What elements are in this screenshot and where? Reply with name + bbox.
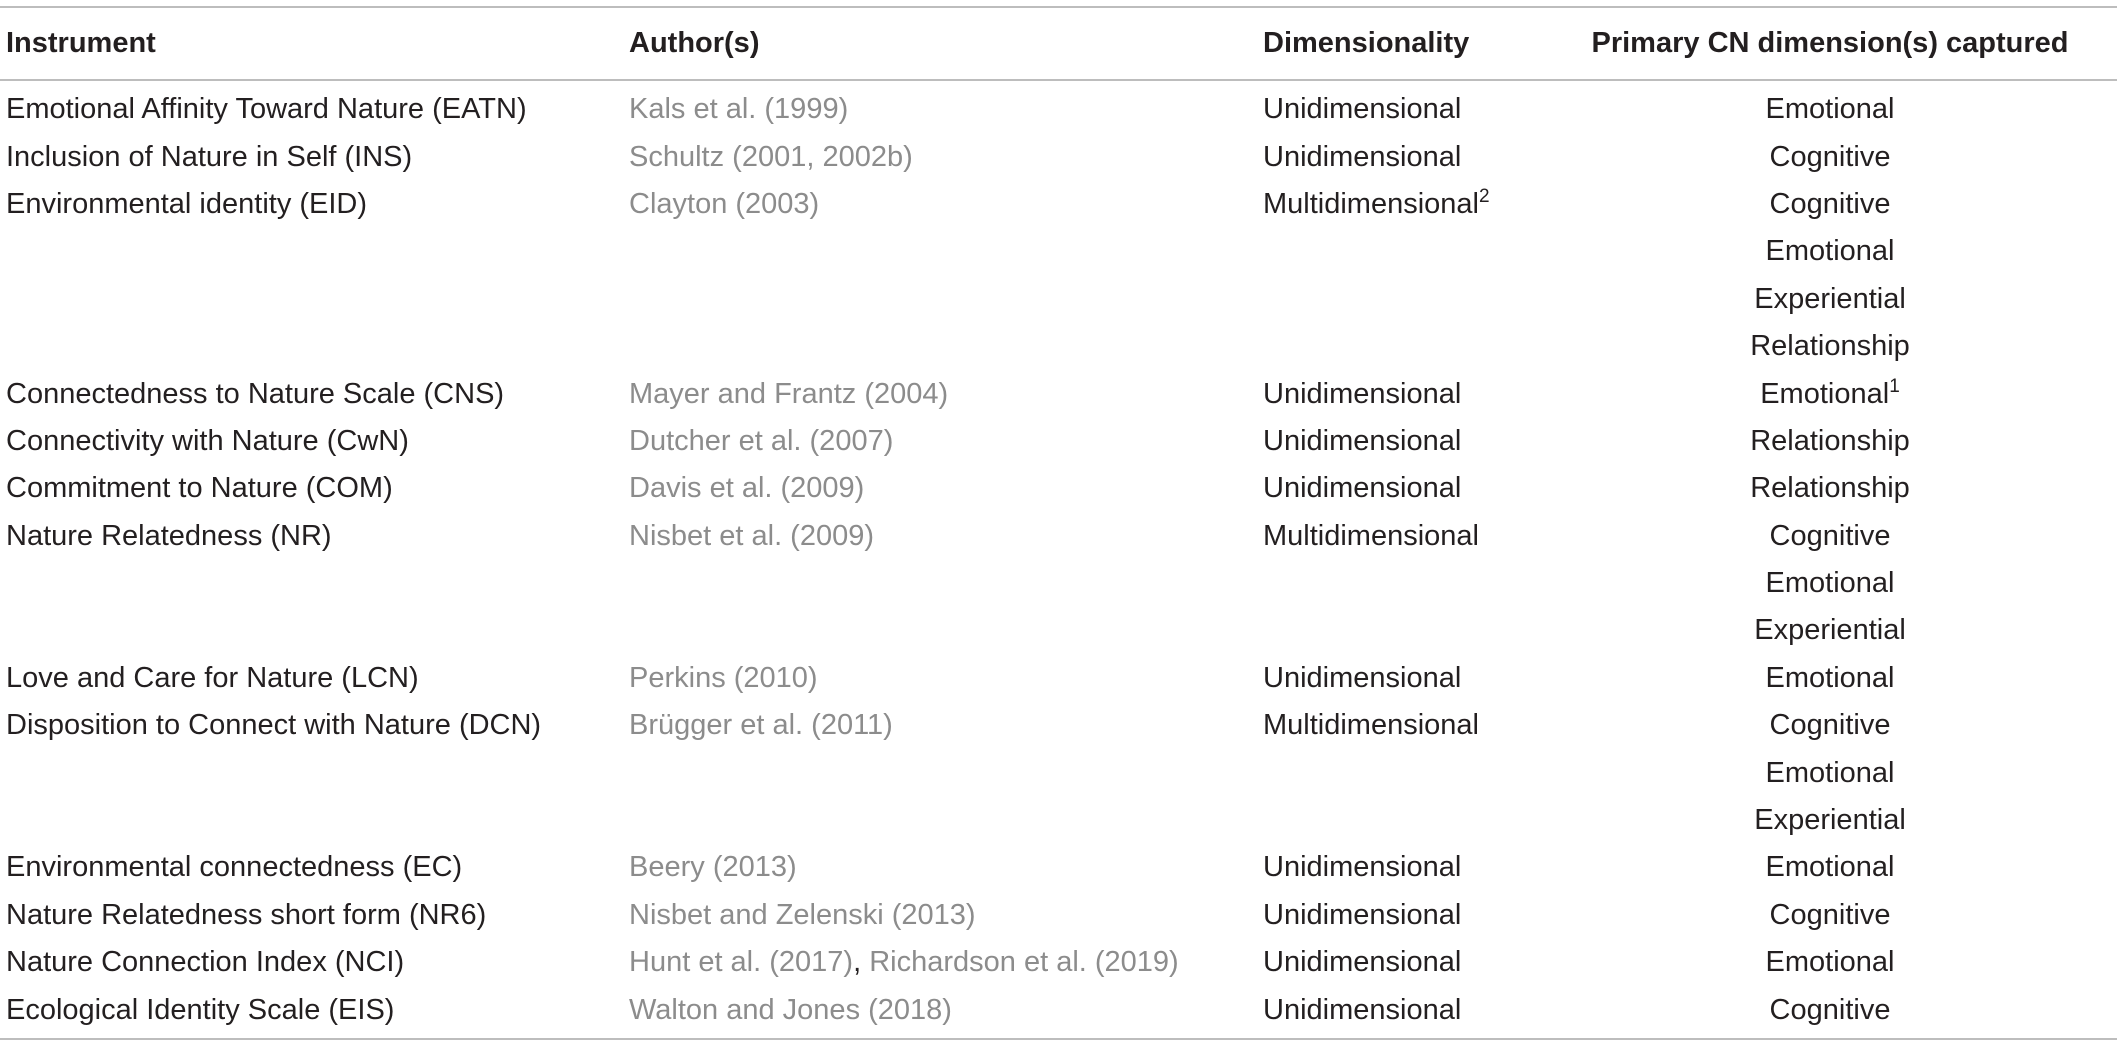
- cell-instrument: Ecological Identity Scale (EIS): [6, 993, 395, 1026]
- table-row: [0, 939, 2117, 986]
- cell-instrument: Nature Relatedness (NR): [6, 519, 332, 552]
- table-row: [0, 418, 2117, 465]
- cell-dimensionality: [1263, 425, 1461, 458]
- dimension-text: Emotional: [1765, 93, 1895, 126]
- cell-dimensionality: [1263, 520, 1479, 553]
- dimension-text: Relationship: [1750, 472, 1910, 505]
- header-instrument: Instrument: [6, 27, 156, 59]
- cell-dimensionality: [1263, 93, 1461, 126]
- cell-primary-dimension: [1590, 330, 2070, 363]
- table-row-continuation: [0, 228, 2117, 275]
- dimensionality-text: Multidimensional: [1263, 709, 1479, 742]
- author-citation-link[interactable]: Perkins (2010): [629, 661, 818, 694]
- table-row: [0, 133, 2117, 180]
- cell-dimensionality: [1263, 141, 1461, 174]
- cell-instrument: Commitment to Nature (COM): [6, 472, 393, 505]
- cell-primary-dimension: [1590, 283, 2070, 316]
- dimensionality-text: Unidimensional: [1263, 946, 1462, 979]
- cell-primary-dimension: [1590, 93, 2070, 126]
- cell-instrument: Nature Relatedness short form (NR6): [6, 898, 487, 931]
- header-authors: Author(s): [629, 27, 760, 59]
- table-row: [0, 465, 2117, 512]
- cell-instrument: Love and Care for Nature (LCN): [6, 661, 419, 694]
- dimensionality-text: Unidimensional: [1263, 898, 1462, 931]
- dimension-text: Cognitive: [1769, 898, 1891, 931]
- dimension-text: Experiential: [1754, 282, 1906, 315]
- dimension-text: Cognitive: [1769, 519, 1891, 552]
- cell-instrument: Environmental identity (EID): [6, 187, 368, 220]
- cell-authors: [629, 899, 976, 932]
- cell-primary-dimension: [1590, 567, 2070, 600]
- cell-instrument: Emotional Affinity Toward Nature (EATN): [6, 93, 527, 126]
- cell-instrument: Inclusion of Nature in Self (INS): [6, 140, 413, 173]
- header-primary-dimensions: Primary CN dimension(s) captured: [1591, 27, 2069, 59]
- dimensionality-text: Multidimensional: [1263, 187, 1479, 220]
- dimension-text: Relationship: [1750, 330, 1910, 363]
- dimension-text: Emotional: [1760, 377, 1890, 410]
- table-row-continuation: [0, 560, 2117, 607]
- table-row: [0, 86, 2117, 133]
- cell-instrument: Nature Connection Index (NCI): [6, 946, 405, 979]
- dimension-text: Cognitive: [1769, 140, 1891, 173]
- author-citation-link[interactable]: Dutcher et al. (2007): [629, 424, 894, 457]
- table-body: [0, 81, 2117, 1038]
- table-row: [0, 892, 2117, 939]
- cell-authors: [629, 141, 913, 174]
- table-row: [0, 513, 2117, 560]
- cell-instrument: Connectedness to Nature Scale (CNS): [6, 377, 505, 410]
- dimension-text: Emotional: [1765, 567, 1895, 600]
- table-row: [0, 655, 2117, 702]
- cell-primary-dimension: [1590, 614, 2070, 647]
- cell-primary-dimension: [1590, 425, 2070, 458]
- author-separator: ,: [853, 946, 870, 979]
- dimensionality-text: Unidimensional: [1263, 472, 1462, 505]
- table-header: [0, 8, 2117, 79]
- cell-authors: [629, 472, 864, 505]
- dimensionality-text: Multidimensional: [1263, 519, 1479, 552]
- table-row-continuation: [0, 276, 2117, 323]
- footnote-marker: 2: [1479, 185, 1490, 207]
- cell-authors: [629, 946, 1179, 979]
- author-citation-link[interactable]: Davis et al. (2009): [629, 472, 865, 505]
- cell-primary-dimension: [1590, 899, 2070, 932]
- cell-primary-dimension: [1590, 662, 2070, 695]
- table-row-continuation: [0, 749, 2117, 796]
- author-citation-link[interactable]: Schultz (2001, 2002b): [629, 140, 913, 173]
- cell-authors: [629, 520, 874, 553]
- author-citation-link[interactable]: Nisbet et al. (2009): [629, 519, 875, 552]
- cell-primary-dimension: [1590, 141, 2070, 174]
- cell-authors: [629, 709, 893, 742]
- cell-authors: [629, 188, 819, 221]
- cell-primary-dimension: [1590, 472, 2070, 505]
- table-row: [0, 370, 2117, 417]
- cell-authors: [629, 662, 818, 695]
- dimensionality-text: Unidimensional: [1263, 424, 1462, 457]
- cell-authors: [629, 994, 952, 1027]
- cell-primary-dimension: [1590, 804, 2070, 837]
- author-citation-link[interactable]: Clayton (2003): [629, 187, 820, 220]
- dimension-text: Relationship: [1750, 424, 1910, 457]
- dimensionality-text: Unidimensional: [1263, 993, 1462, 1026]
- cell-dimensionality: [1263, 994, 1461, 1027]
- dimension-text: Emotional: [1765, 756, 1895, 789]
- table-row-continuation: [0, 797, 2117, 844]
- cell-dimensionality: [1263, 946, 1461, 979]
- table-row: [0, 844, 2117, 891]
- author-citation-link[interactable]: Mayer and Frantz (2004): [629, 377, 949, 410]
- cell-primary-dimension: [1590, 235, 2070, 268]
- dimension-text: Cognitive: [1769, 993, 1891, 1026]
- cell-authors: [629, 378, 948, 411]
- cell-dimensionality: [1263, 709, 1479, 742]
- author-citation-link[interactable]: Richardson et al. (2019): [869, 946, 1179, 979]
- dimensionality-text: Unidimensional: [1263, 377, 1462, 410]
- dimensionality-text: Unidimensional: [1263, 851, 1462, 884]
- cell-authors: [629, 93, 848, 126]
- table-row: [0, 986, 2117, 1033]
- cell-primary-dimension: [1590, 994, 2070, 1027]
- cell-dimensionality: [1263, 851, 1461, 884]
- author-citation-link[interactable]: Beery (2013): [629, 851, 797, 884]
- dimension-text: Emotional: [1765, 946, 1895, 979]
- cell-primary-dimension: [1590, 946, 2070, 979]
- table-row-continuation: [0, 323, 2117, 370]
- author-citation-link[interactable]: Hunt et al. (2017): [629, 946, 854, 979]
- dimension-text: Emotional: [1765, 235, 1895, 268]
- bottom-rule: [0, 1038, 2117, 1040]
- cell-primary-dimension: [1590, 851, 2070, 884]
- table-row-continuation: [0, 607, 2117, 654]
- table-row: [0, 181, 2117, 228]
- data-table: [0, 6, 2117, 1040]
- cell-dimensionality: [1263, 472, 1461, 505]
- footnote-marker: 1: [1889, 375, 1900, 397]
- cell-authors: [629, 851, 797, 884]
- cell-dimensionality: [1263, 899, 1461, 932]
- dimensionality-text: Unidimensional: [1263, 93, 1462, 126]
- cell-authors: [629, 425, 893, 458]
- cell-instrument: Environmental connectedness (EC): [6, 851, 463, 884]
- cell-instrument: Disposition to Connect with Nature (DCN): [6, 709, 542, 742]
- dimension-text: Cognitive: [1769, 709, 1891, 742]
- dimension-text: Experiential: [1754, 614, 1906, 647]
- cell-primary-dimension: [1590, 709, 2070, 742]
- cell-dimensionality: [1263, 378, 1461, 411]
- cell-primary-dimension: [1590, 520, 2070, 553]
- dimension-text: Emotional: [1765, 851, 1895, 884]
- cell-primary-dimension: [1590, 375, 2070, 411]
- author-citation-link[interactable]: Nisbet and Zelenski (2013): [629, 898, 976, 931]
- author-citation-link[interactable]: Walton and Jones (2018): [629, 993, 952, 1026]
- header-dimensionality: Dimensionality: [1263, 27, 1470, 59]
- cell-instrument: Connectivity with Nature (CwN): [6, 424, 409, 457]
- author-citation-link[interactable]: Kals et al. (1999): [629, 93, 849, 126]
- cell-primary-dimension: [1590, 757, 2070, 790]
- cell-primary-dimension: [1590, 188, 2070, 221]
- author-citation-link[interactable]: Brügger et al. (2011): [629, 709, 893, 742]
- dimensionality-text: Unidimensional: [1263, 661, 1462, 694]
- cell-dimensionality: [1263, 185, 1490, 221]
- dimension-text: Cognitive: [1769, 187, 1891, 220]
- dimension-text: Emotional: [1765, 661, 1895, 694]
- cell-dimensionality: [1263, 662, 1461, 695]
- dimensionality-text: Unidimensional: [1263, 140, 1462, 173]
- dimension-text: Experiential: [1754, 804, 1906, 837]
- table-row: [0, 702, 2117, 749]
